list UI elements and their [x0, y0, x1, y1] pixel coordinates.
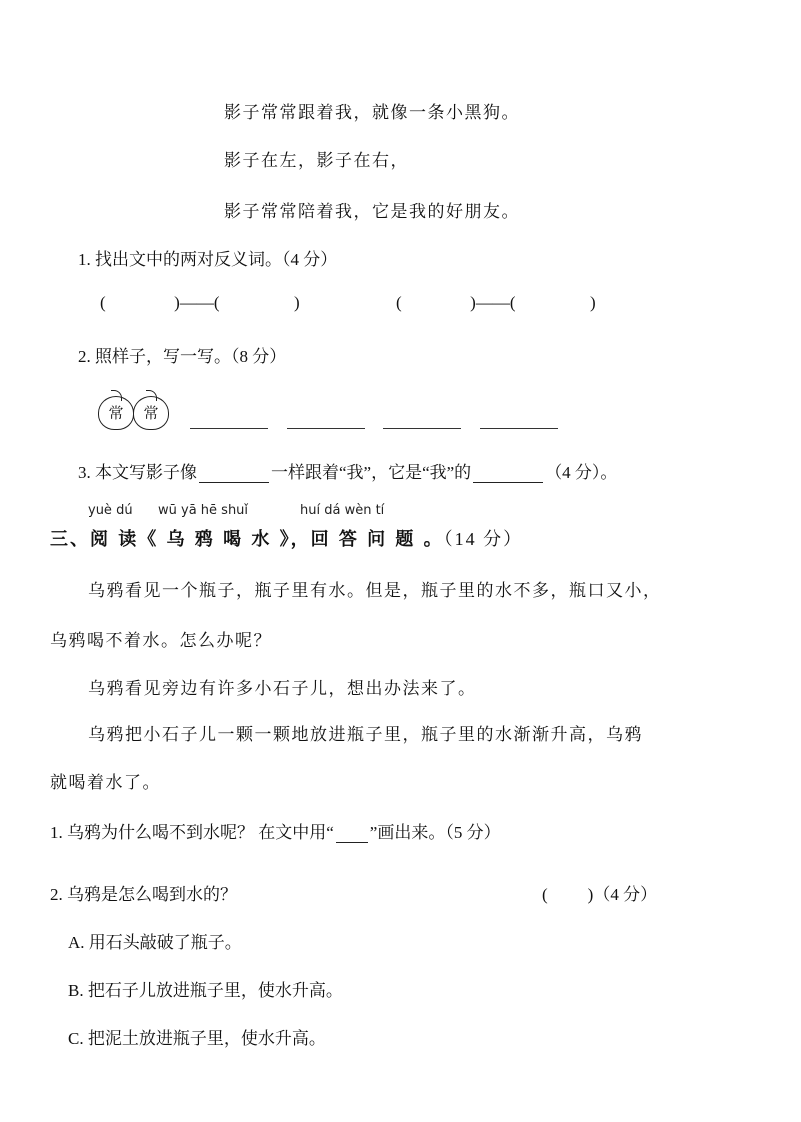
s3-q2-score: （4 分）: [593, 885, 658, 904]
section-score: （14 分）: [443, 529, 524, 549]
question-2-example: 2. 照样子，写一写。（8 分）: [78, 347, 287, 366]
paren-open: (: [542, 885, 548, 904]
question-3-fill: [78, 458, 617, 483]
apple-icon: [98, 396, 134, 430]
q3-middle: 一样跟着“我”，它是“我”的: [271, 463, 472, 482]
option-a: A. 用石头敲破了瓶子。: [68, 933, 242, 952]
paren-close: ): [294, 293, 300, 312]
write-blank-3[interactable]: [383, 428, 461, 429]
q3-blank-2[interactable]: [473, 481, 543, 483]
passage-line-1: 乌鸦看见一个瓶子，瓶子里有水。但是，瓶子里的水不多，瓶口又小，: [88, 581, 662, 601]
passage-line-2: 乌鸦喝不着水。怎么办呢？: [50, 631, 272, 651]
question-1-antonyms: 1. 找出文中的两对反义词。（4 分）: [78, 250, 338, 269]
poem-line-3: 影子常常陪着我，它是我的好朋友。: [224, 202, 520, 222]
section-title: 阅 读《 乌 鸦 喝 水 》，回 答 问 题 。: [90, 529, 444, 550]
paren-close: ): [174, 293, 180, 312]
poem-line-2: 影子在左，影子在右，: [224, 151, 409, 171]
paren-close: ): [470, 293, 476, 312]
underline-sample: [336, 841, 368, 843]
poem-line-1: 影子常常跟着我，就像一条小黑狗。: [224, 103, 520, 123]
paren-close: ): [590, 293, 596, 312]
section-3-heading: [50, 525, 523, 551]
pinyin-wuyaheshui: wū yā hē shuǐ: [158, 503, 249, 518]
s3-q2-answer-box: [542, 880, 657, 905]
apple-char: 常: [143, 404, 159, 422]
q3-blank-1[interactable]: [199, 481, 269, 483]
pinyin-yuedu: yuè dú: [88, 503, 133, 518]
s3-q1-suffix: ”画出来。（5 分）: [369, 823, 501, 842]
antonym-pair-1: [100, 293, 300, 313]
section-number: 三、: [50, 529, 90, 550]
passage-line-4: 乌鸦把小石子儿一颗一颗地放进瓶子里，瓶子里的水渐渐升高，乌鸦: [88, 725, 643, 745]
pinyin-huidawenti: huí dá wèn tí: [300, 503, 385, 518]
paren-open: (: [213, 293, 220, 312]
dash: ——: [179, 293, 214, 312]
s3-q1-prefix: 1. 乌鸦为什么喝不到水呢？ 在文中用“: [50, 823, 334, 842]
write-blank-4[interactable]: [480, 428, 558, 429]
dash: ——: [475, 293, 510, 312]
s3-question-2: 2. 乌鸦是怎么喝到水的？: [50, 885, 237, 904]
paren-open: (: [396, 293, 402, 312]
q3-suffix: （4 分）。: [545, 463, 618, 482]
q3-prefix: 3. 本文写影子像: [78, 463, 197, 482]
option-b: B. 把石子儿放进瓶子里，使水升高。: [68, 981, 343, 1000]
apple-icon: [133, 396, 169, 430]
antonym-pair-2: [396, 293, 596, 313]
s3-question-1: [50, 818, 501, 843]
write-blank-2[interactable]: [287, 428, 365, 429]
passage-line-3: 乌鸦看见旁边有许多小石子儿，想出办法来了。: [88, 679, 477, 699]
paren-open: (: [100, 293, 106, 312]
paren-open: (: [509, 293, 516, 312]
passage-line-5: 就喝着水了。: [50, 773, 161, 793]
paren-close: ): [587, 885, 594, 904]
write-blank-1[interactable]: [190, 428, 268, 429]
apple-example: [98, 390, 178, 430]
option-c: C. 把泥土放进瓶子里，使水升高。: [68, 1029, 326, 1048]
apple-char: 常: [108, 404, 124, 422]
